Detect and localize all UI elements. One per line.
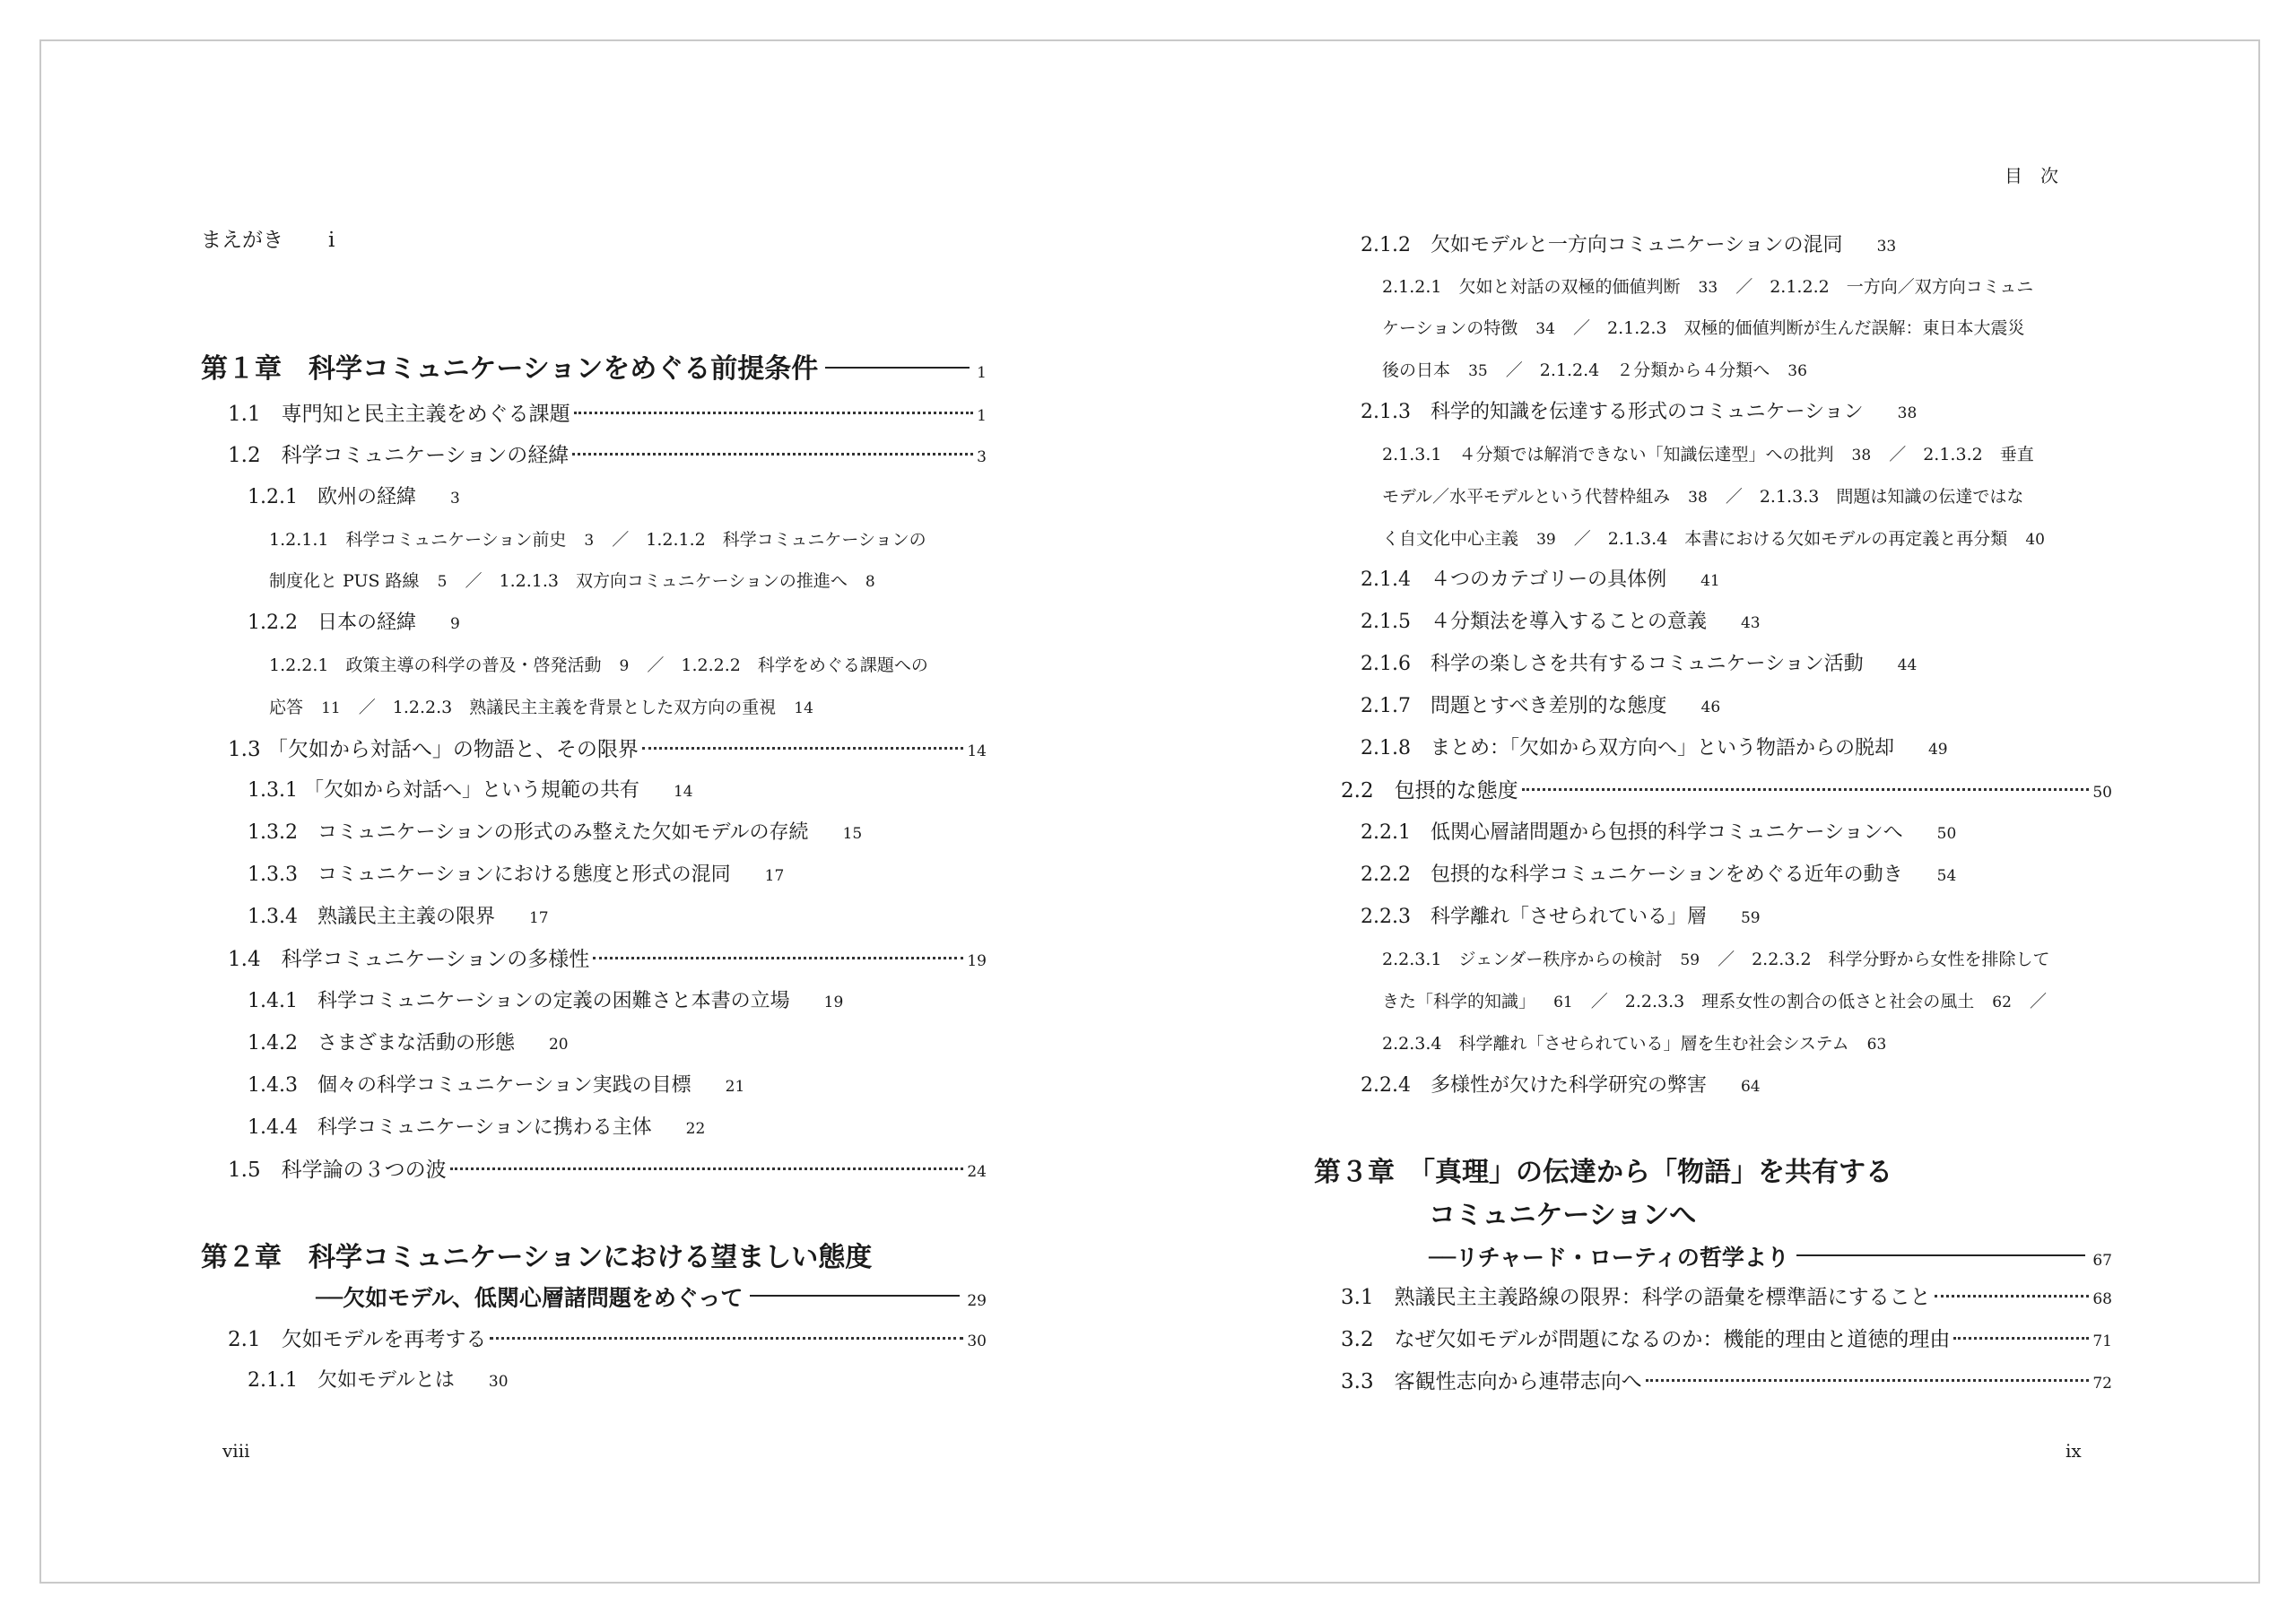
toc-subentry: ／ 2.2.3.2 科学分野から女性を排除して [1718, 950, 2050, 969]
toc-entry-1-3[interactable] [228, 735, 987, 766]
toc-title: 1.3.3 コミュニケーションにおける態度と形式の混同 [248, 864, 731, 886]
toc-title: 2.2.2 包摂的な科学コミュニケーションをめぐる近年の動き [1361, 864, 1903, 886]
chapter-subtitle-line [1429, 1242, 2112, 1275]
toc-page: 9 [619, 657, 630, 675]
toc-entry-2-2-3[interactable] [1361, 903, 1761, 933]
toc-entry-1-3-4[interactable] [248, 903, 549, 933]
toc-entry-2-1-2[interactable] [1361, 231, 1896, 261]
chapter-subtitle: ──リチャード・ローティの哲学より [1429, 1245, 1789, 1271]
toc-page: 59 [1680, 951, 1700, 969]
toc-subentry: 後の日本 [1382, 360, 1451, 380]
toc-entry-2-1-6[interactable] [1361, 650, 1917, 680]
toc-entry-1-4-1[interactable] [248, 987, 843, 1017]
toc-entry-1-3-3[interactable] [248, 861, 784, 890]
toc-title: 3.3 客観性志向から連帯志向へ [1341, 1370, 1642, 1393]
toc-title: 1.3.4 熟議民主主義の限界 [248, 906, 495, 928]
toc-page: 3 [584, 532, 595, 550]
toc-page: 72 [2092, 1375, 2112, 1393]
toc-page: 39 [1536, 531, 1556, 549]
toc-page: 14 [794, 699, 813, 717]
toc-page: 67 [2092, 1252, 2112, 1270]
toc-page: 19 [967, 952, 987, 970]
toc-subsections-line [1382, 945, 2050, 975]
toc-page: 22 [685, 1120, 706, 1138]
toc-page: 24 [967, 1163, 987, 1181]
toc-page: 38 [1897, 404, 1918, 422]
toc-entry-1-3-2[interactable] [248, 819, 862, 848]
toc-subentry: ／ 1.2.1.2 科学コミュニケーションの [612, 530, 926, 550]
leader-dots [490, 1337, 963, 1340]
toc-page: 63 [1866, 1036, 1887, 1054]
toc-subentry: ／ 2.1.3.2 垂直 [1889, 445, 2034, 464]
toc-subentry: ／ 2.1.2.2 一方向／双方向コミュニ [1735, 277, 2034, 297]
toc-title: 2.2.4 多様性が欠けた科学研究の弊害 [1361, 1074, 1707, 1097]
toc-title: 1.2.1 欧州の経緯 [248, 486, 416, 508]
toc-page: 35 [1468, 362, 1488, 380]
toc-entry-2-2-2[interactable] [1361, 861, 1956, 890]
toc-entry-1-4[interactable] [228, 945, 987, 976]
toc-title: 2.2.1 低関心層諸問題から包摂的科学コミュニケーションへ [1361, 821, 1903, 844]
toc-subentry: ／ 2.1.3.3 問題は知識の伝達ではな [1725, 487, 2024, 507]
left-page [201, 0, 987, 1623]
toc-subentry: ／ 2.1.2.4 ２分類から４分類へ [1505, 360, 1770, 380]
toc-entry-1-5[interactable] [228, 1156, 987, 1186]
toc-page: 41 [1700, 572, 1720, 590]
toc-subsections-line [269, 651, 928, 681]
toc-title: 1.2 科学コミュニケーションの経緯 [228, 444, 570, 467]
toc-entry-3-2[interactable] [1341, 1325, 2112, 1356]
toc-page: 50 [2092, 784, 2112, 802]
toc-page: 43 [1740, 614, 1761, 632]
toc-page: 17 [528, 909, 549, 927]
toc-title: 1.4.1 科学コミュニケーションの定義の困難さと本書の立場 [248, 990, 790, 1012]
toc-title: 3.2 なぜ欠如モデルが問題になるのか：機能的理由と道徳的理由 [1341, 1328, 1951, 1351]
toc-title: 2.1.5 ４分類法を導入することの意義 [1361, 611, 1707, 633]
toc-subentry: 1.2.1.1 科学コミュニケーション前史 [269, 530, 567, 550]
toc-title: 2.2 包摂的な態度 [1341, 779, 1518, 803]
toc-subsections-line [269, 567, 875, 596]
leader-dots [642, 747, 963, 750]
right-page [1314, 0, 2112, 1623]
toc-title: 2.1.8 まとめ：「欠如から双方向へ」という物語からの脱却 [1361, 737, 1894, 759]
toc-page: 46 [1700, 699, 1721, 716]
leader-rule [1796, 1254, 2086, 1256]
toc-subentry: 2.1.2.1 欠如と対話の双極的価値判断 [1382, 277, 1681, 297]
toc-page: 14 [967, 742, 987, 760]
toc-title: 1.4.2 さまざまな活動の形態 [248, 1032, 515, 1055]
toc-page: 59 [1740, 909, 1761, 927]
page-number-left: viii [222, 1440, 250, 1462]
toc-entry-2-1-3[interactable] [1361, 398, 1917, 428]
toc-entry-3-1[interactable] [1341, 1283, 2112, 1314]
toc-subentry: ／ 1.2.1.3 双方向コミュニケーションの推進へ [465, 571, 848, 591]
toc-subsections-line [1382, 356, 1807, 386]
leader-rule [750, 1295, 960, 1297]
toc-title: 1.5 科学論の３つの波 [228, 1159, 447, 1182]
leader-dots [574, 412, 974, 414]
chapter-title: 第３章 「真理」の伝達から「物語」を共有する [1314, 1157, 1892, 1188]
leader-dots [1522, 788, 2090, 791]
toc-subsections-line [1382, 482, 2023, 512]
toc-subentry: ／ 2.1.2.3 双極的価値判断が生んだ誤解：東日本大震災 [1572, 318, 2025, 338]
toc-title: 1.4.4 科学コミュニケーションに携わる主体 [248, 1116, 652, 1139]
toc-title: 1.3.2 コミュニケーションの形式のみ整えた欠如モデルの存続 [248, 821, 809, 844]
toc-page: 29 [967, 1292, 987, 1310]
toc-page: 8 [865, 573, 875, 591]
chapter-title-line2 [1429, 1197, 1696, 1235]
toc-title: 2.2.3 科学離れ「させられている」層 [1361, 906, 1707, 928]
toc-subentry: く自文化中心主義 [1382, 529, 1519, 549]
toc-page: 3 [977, 448, 987, 466]
toc-page: 64 [1740, 1078, 1761, 1096]
toc-entry-1-4-2[interactable] [248, 1029, 569, 1059]
toc-title: 1.4 科学コミュニケーションの多様性 [228, 948, 590, 971]
toc-entry-2-1-7[interactable] [1361, 692, 1720, 722]
toc-page: 21 [725, 1078, 745, 1096]
toc-subsections-line [1382, 1029, 1886, 1059]
page-number-right: ix [2066, 1440, 2082, 1462]
running-header: 目 次 [2005, 165, 2058, 187]
toc-title: 1.3 「欠如から対話へ」の物語と、その限界 [228, 738, 639, 761]
toc-subentry: ／ 2.1.3.4 本書における欠如モデルの再定義と再分類 [1573, 529, 2008, 549]
chapter-subtitle: ──欠如モデル、低関心層諸問題をめぐって [316, 1285, 744, 1311]
toc-entry-2-1-8[interactable] [1361, 734, 1948, 764]
toc-page: 33 [1698, 279, 1718, 297]
toc-page: 3 [449, 490, 460, 508]
toc-page: 68 [2092, 1290, 2112, 1308]
toc-title: 2.1.2 欠如モデルと一方向コミュニケーションの混同 [1361, 234, 1843, 256]
toc-subentry: 応答 [269, 698, 304, 717]
toc-page: 34 [1535, 320, 1555, 338]
leader-dots [450, 1167, 964, 1170]
toc-page: 71 [2092, 1332, 2112, 1350]
toc-chapter-3[interactable] [1314, 1154, 1892, 1192]
toc-subsections-line [1382, 314, 2024, 343]
toc-entry-1-4-3[interactable] [248, 1072, 744, 1101]
toc-title: 1.3.1 「欠如から対話へ」という規範の共有 [248, 779, 639, 802]
toc-page: 1 [977, 364, 987, 382]
toc-page: 1 [977, 407, 987, 425]
toc-entry-2-1-4[interactable] [1361, 566, 1720, 595]
toc-page: 33 [1876, 238, 1897, 256]
toc-page: 11 [321, 699, 341, 717]
toc-subentry: ／ [2029, 992, 2047, 1011]
toc-entry-2-1[interactable] [228, 1325, 987, 1356]
toc-title: 2.1.3 科学的知識を伝達する形式のコミュニケーション [1361, 401, 1864, 423]
toc-subsections-line [1382, 440, 2034, 470]
toc-page: 30 [488, 1373, 509, 1391]
toc-title: 2.1 欠如モデルを再考する [228, 1328, 487, 1351]
toc-page: 38 [1688, 489, 1708, 507]
toc-page: i [328, 229, 335, 252]
toc-subentry: ／ 1.2.2.2 科学をめぐる課題への [647, 655, 928, 675]
chapter-title: 第１章 科学コミュニケーションをめぐる前提条件 [201, 353, 819, 385]
toc-subsections-line [1382, 525, 2045, 554]
leader-dots [1646, 1379, 2090, 1382]
toc-page: 38 [1851, 447, 1872, 464]
toc-subsections-line [1382, 987, 2047, 1017]
toc-entry-2-1-1[interactable] [248, 1367, 509, 1396]
toc-page: 20 [548, 1036, 569, 1054]
leader-dots [1935, 1295, 2090, 1298]
toc-subentry: 制度化と PUS 路線 [269, 571, 420, 591]
toc-entry-preface[interactable] [201, 226, 335, 255]
toc-title: 1.1 専門知と民主主義をめぐる課題 [228, 403, 570, 426]
leader-dots [593, 957, 963, 959]
toc-chapter-2[interactable] [201, 1239, 872, 1277]
toc-page: 62 [1992, 994, 2012, 1011]
toc-subentry: 2.2.3.1 ジェンダー秩序からの検討 [1382, 950, 1663, 969]
chapter-subtitle-line [316, 1282, 987, 1315]
toc-page: 19 [823, 994, 844, 1011]
toc-title: 3.1 熟議民主主義路線の限界：科学の語彙を標準語にすること [1341, 1286, 1931, 1309]
toc-subsections-line [1382, 273, 2033, 302]
chapter-title: コミュニケーションへ [1429, 1200, 1697, 1231]
toc-subentry: ／ 1.2.2.3 熟議民主主義を背景とした双方向の重視 [358, 698, 777, 717]
toc-entry-1-4-4[interactable] [248, 1114, 705, 1143]
toc-entry-1-2-1[interactable] [248, 483, 460, 513]
toc-title: 2.1.4 ４つのカテゴリーの具体例 [1361, 568, 1667, 591]
leader-dots [572, 453, 973, 456]
toc-page: 49 [1927, 741, 1948, 759]
toc-subentry: モデル／水平モデルという代替枠組み [1382, 487, 1671, 507]
toc-title: 2.1.6 科学の楽しさを共有するコミュニケーション活動 [1361, 653, 1864, 675]
toc-title: まえがき [201, 229, 283, 252]
toc-subsections-line [269, 525, 926, 555]
toc-subentry: きた「科学的知識」 [1382, 992, 1536, 1011]
toc-chapter-1[interactable] [201, 351, 987, 388]
toc-entry-1-1[interactable] [228, 400, 987, 430]
toc-entry-3-3[interactable] [1341, 1367, 2112, 1398]
toc-entry-2-1-5[interactable] [1361, 608, 1761, 638]
leader-dots [1953, 1337, 2089, 1340]
chapter-title: 第２章 科学コミュニケーションにおける望ましい態度 [201, 1242, 873, 1273]
toc-page: 14 [673, 783, 693, 801]
toc-page: 9 [449, 615, 460, 633]
toc-entry-2-2-4[interactable] [1361, 1072, 1761, 1101]
toc-subentry: 2.1.3.1 ４分類では解消できない「知識伝達型」への批判 [1382, 445, 1834, 464]
leader-rule [825, 367, 970, 369]
toc-page: 61 [1553, 994, 1573, 1011]
toc-entry-1-2[interactable] [228, 441, 987, 472]
toc-title: 2.1.1 欠如モデルとは [248, 1369, 455, 1392]
toc-entry-1-2-2[interactable] [248, 609, 460, 638]
toc-page: 50 [1936, 825, 1957, 843]
toc-page: 15 [842, 825, 863, 843]
toc-page: 5 [437, 573, 448, 591]
toc-page: 30 [967, 1332, 987, 1350]
toc-subentry: 1.2.2.1 政策主導の科学の普及・啓発活動 [269, 655, 602, 675]
toc-entry-2-2-1[interactable] [1361, 819, 1956, 848]
toc-page: 36 [1787, 362, 1807, 380]
toc-entry-1-3-1[interactable] [248, 777, 693, 806]
toc-page: 54 [1936, 867, 1957, 885]
toc-entry-2-2[interactable] [1341, 777, 2112, 807]
toc-title: 2.1.7 問題とすべき差別的な態度 [1361, 695, 1667, 717]
toc-page: 40 [2025, 531, 2045, 549]
toc-subsections-line [269, 693, 813, 723]
toc-title: 1.2.2 日本の経緯 [248, 612, 416, 634]
toc-page: 44 [1897, 656, 1918, 674]
toc-subentry: ケーションの特徴 [1382, 318, 1518, 338]
toc-page: 17 [764, 867, 785, 885]
toc-subentry: 2.2.3.4 科学離れ「させられている」層を生む社会システム [1382, 1034, 1849, 1054]
toc-subentry: ／ 2.2.3.3 理系女性の割合の低さと社会の風土 [1590, 992, 1975, 1011]
toc-title: 1.4.3 個々の科学コミュニケーション実践の目標 [248, 1074, 691, 1097]
